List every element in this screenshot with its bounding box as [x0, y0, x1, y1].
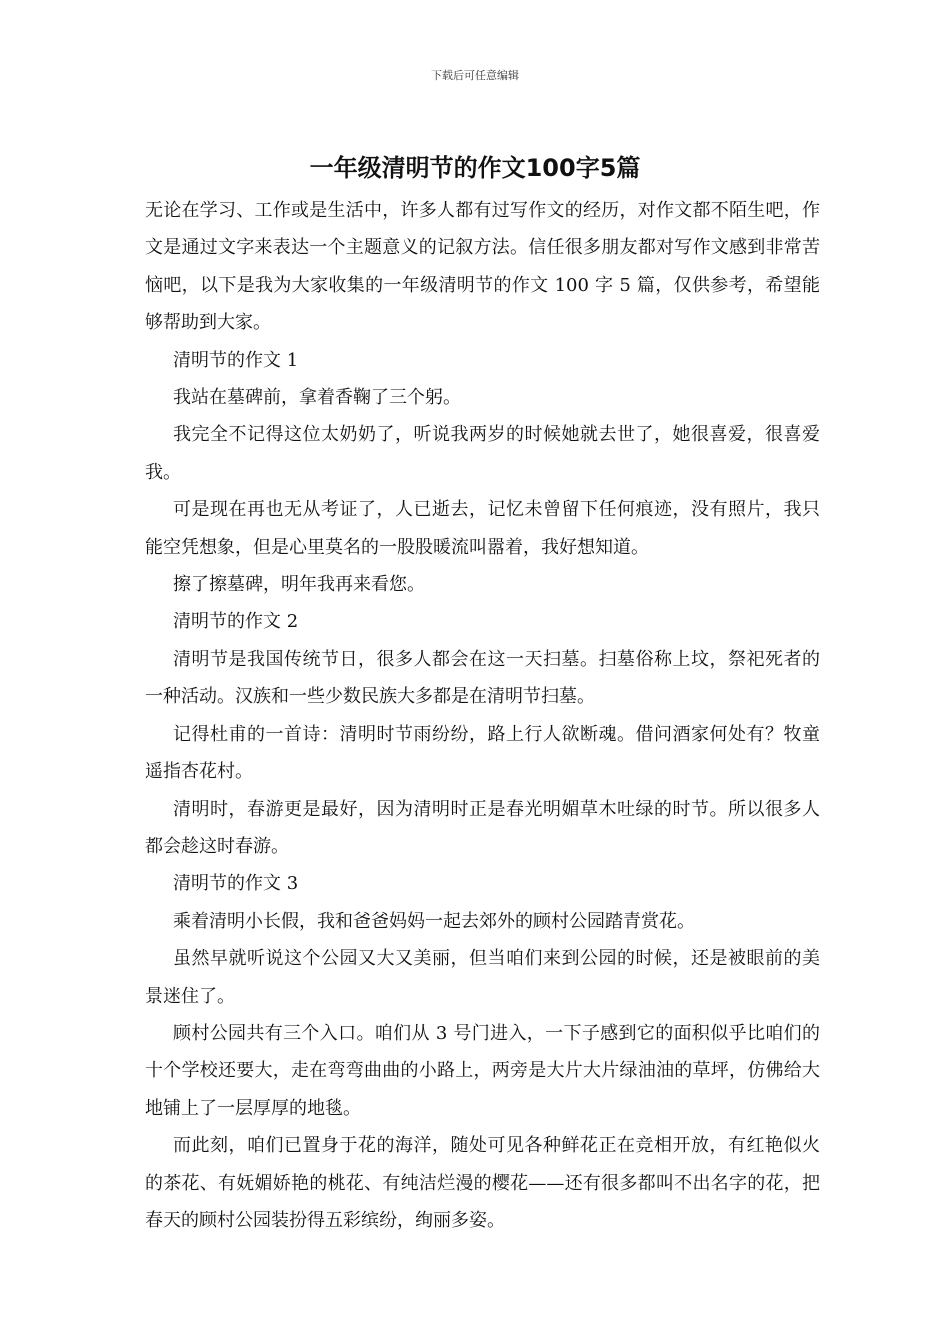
paragraph: 擦了擦墓碑，明年我再来看您。 [173, 574, 425, 596]
paragraph: 顾村公园共有三个入口。咱们从 3 号门进入，一下子感到它的面积似乎比咱们的十个学校还要大，走在弯弯曲曲的小路上，两旁是大片大片绿油油的草坪，仿佛给大地铺上了一层厚厚的地毯。 [145, 1022, 820, 1119]
paragraph: 清明节是我国传统节日，很多人都会在这一天扫墓。扫墓俗称上坟，祭祀死者的一种活动。汉族和一些少数民族大多都是在清明节扫墓。 [145, 648, 820, 708]
page-title: 一年级清明节的作文100字5篇 [309, 154, 641, 182]
paragraph: 我站在墓碑前，拿着香鞠了三个躬。 [173, 387, 461, 409]
section-heading-1: 清明节的作文 1 [173, 349, 299, 371]
section-heading-3: 清明节的作文 3 [173, 873, 299, 895]
section-heading-2: 清明节的作文 2 [173, 611, 299, 633]
paragraph: 清明时，春游更是最好，因为清明时正是春光明媚草木吐绿的时节。所以很多人都会趁这时春游。 [145, 798, 820, 857]
intro-paragraph: 无论在学习、工作或是生活中，许多人都有过写作文的经历，对作文都不陌生吧，作文是通过文字来表达一个主题意义的记叙方法。信任很多朋友都对写作文感到非常苦恼吧，以下是我为大家收集的一年级清明节的作文 100 字 5 篇，仅供参考，希望能够帮助到大家。 [145, 200, 820, 334]
paragraph: 而此刻，咱们已置身于花的海洋，随处可见各种鲜花正在竞相开放，有红艳似火的茶花、有妩媚娇艳的桃花、有纯洁烂漫的樱花——还有很多都叫不出名字的花，把春天的顾村公园装扮得五彩缤纷，绚丽多姿。 [145, 1135, 820, 1231]
article-body [145, 192, 820, 1239]
paragraph: 乘着清明小长假，我和爸爸妈妈一起去郊外的顾村公园踏青赏花。 [173, 910, 695, 932]
paragraph: 虽然早就听说这个公园又大又美丽，但当咱们来到公园的时候，还是被眼前的美景迷住了。 [145, 948, 820, 1007]
paragraph: 可是现在再也无从考证了，人已逝去，记忆未曾留下任何痕迹，没有照片，我只能空凭想象，但是心里莫名的一股股暖流叫嚣着，我好想知道。 [145, 499, 820, 558]
paragraph: 我完全不记得这位太奶奶了，听说我两岁的时候她就去世了，她很喜爱，很喜爱我。 [145, 424, 820, 483]
header-note: 下载后可任意编辑 [431, 69, 519, 82]
paragraph: 记得杜甫的一首诗：清明时节雨纷纷，路上行人欲断魂。借问酒家何处有？牧童遥指杏花村。 [145, 723, 820, 783]
